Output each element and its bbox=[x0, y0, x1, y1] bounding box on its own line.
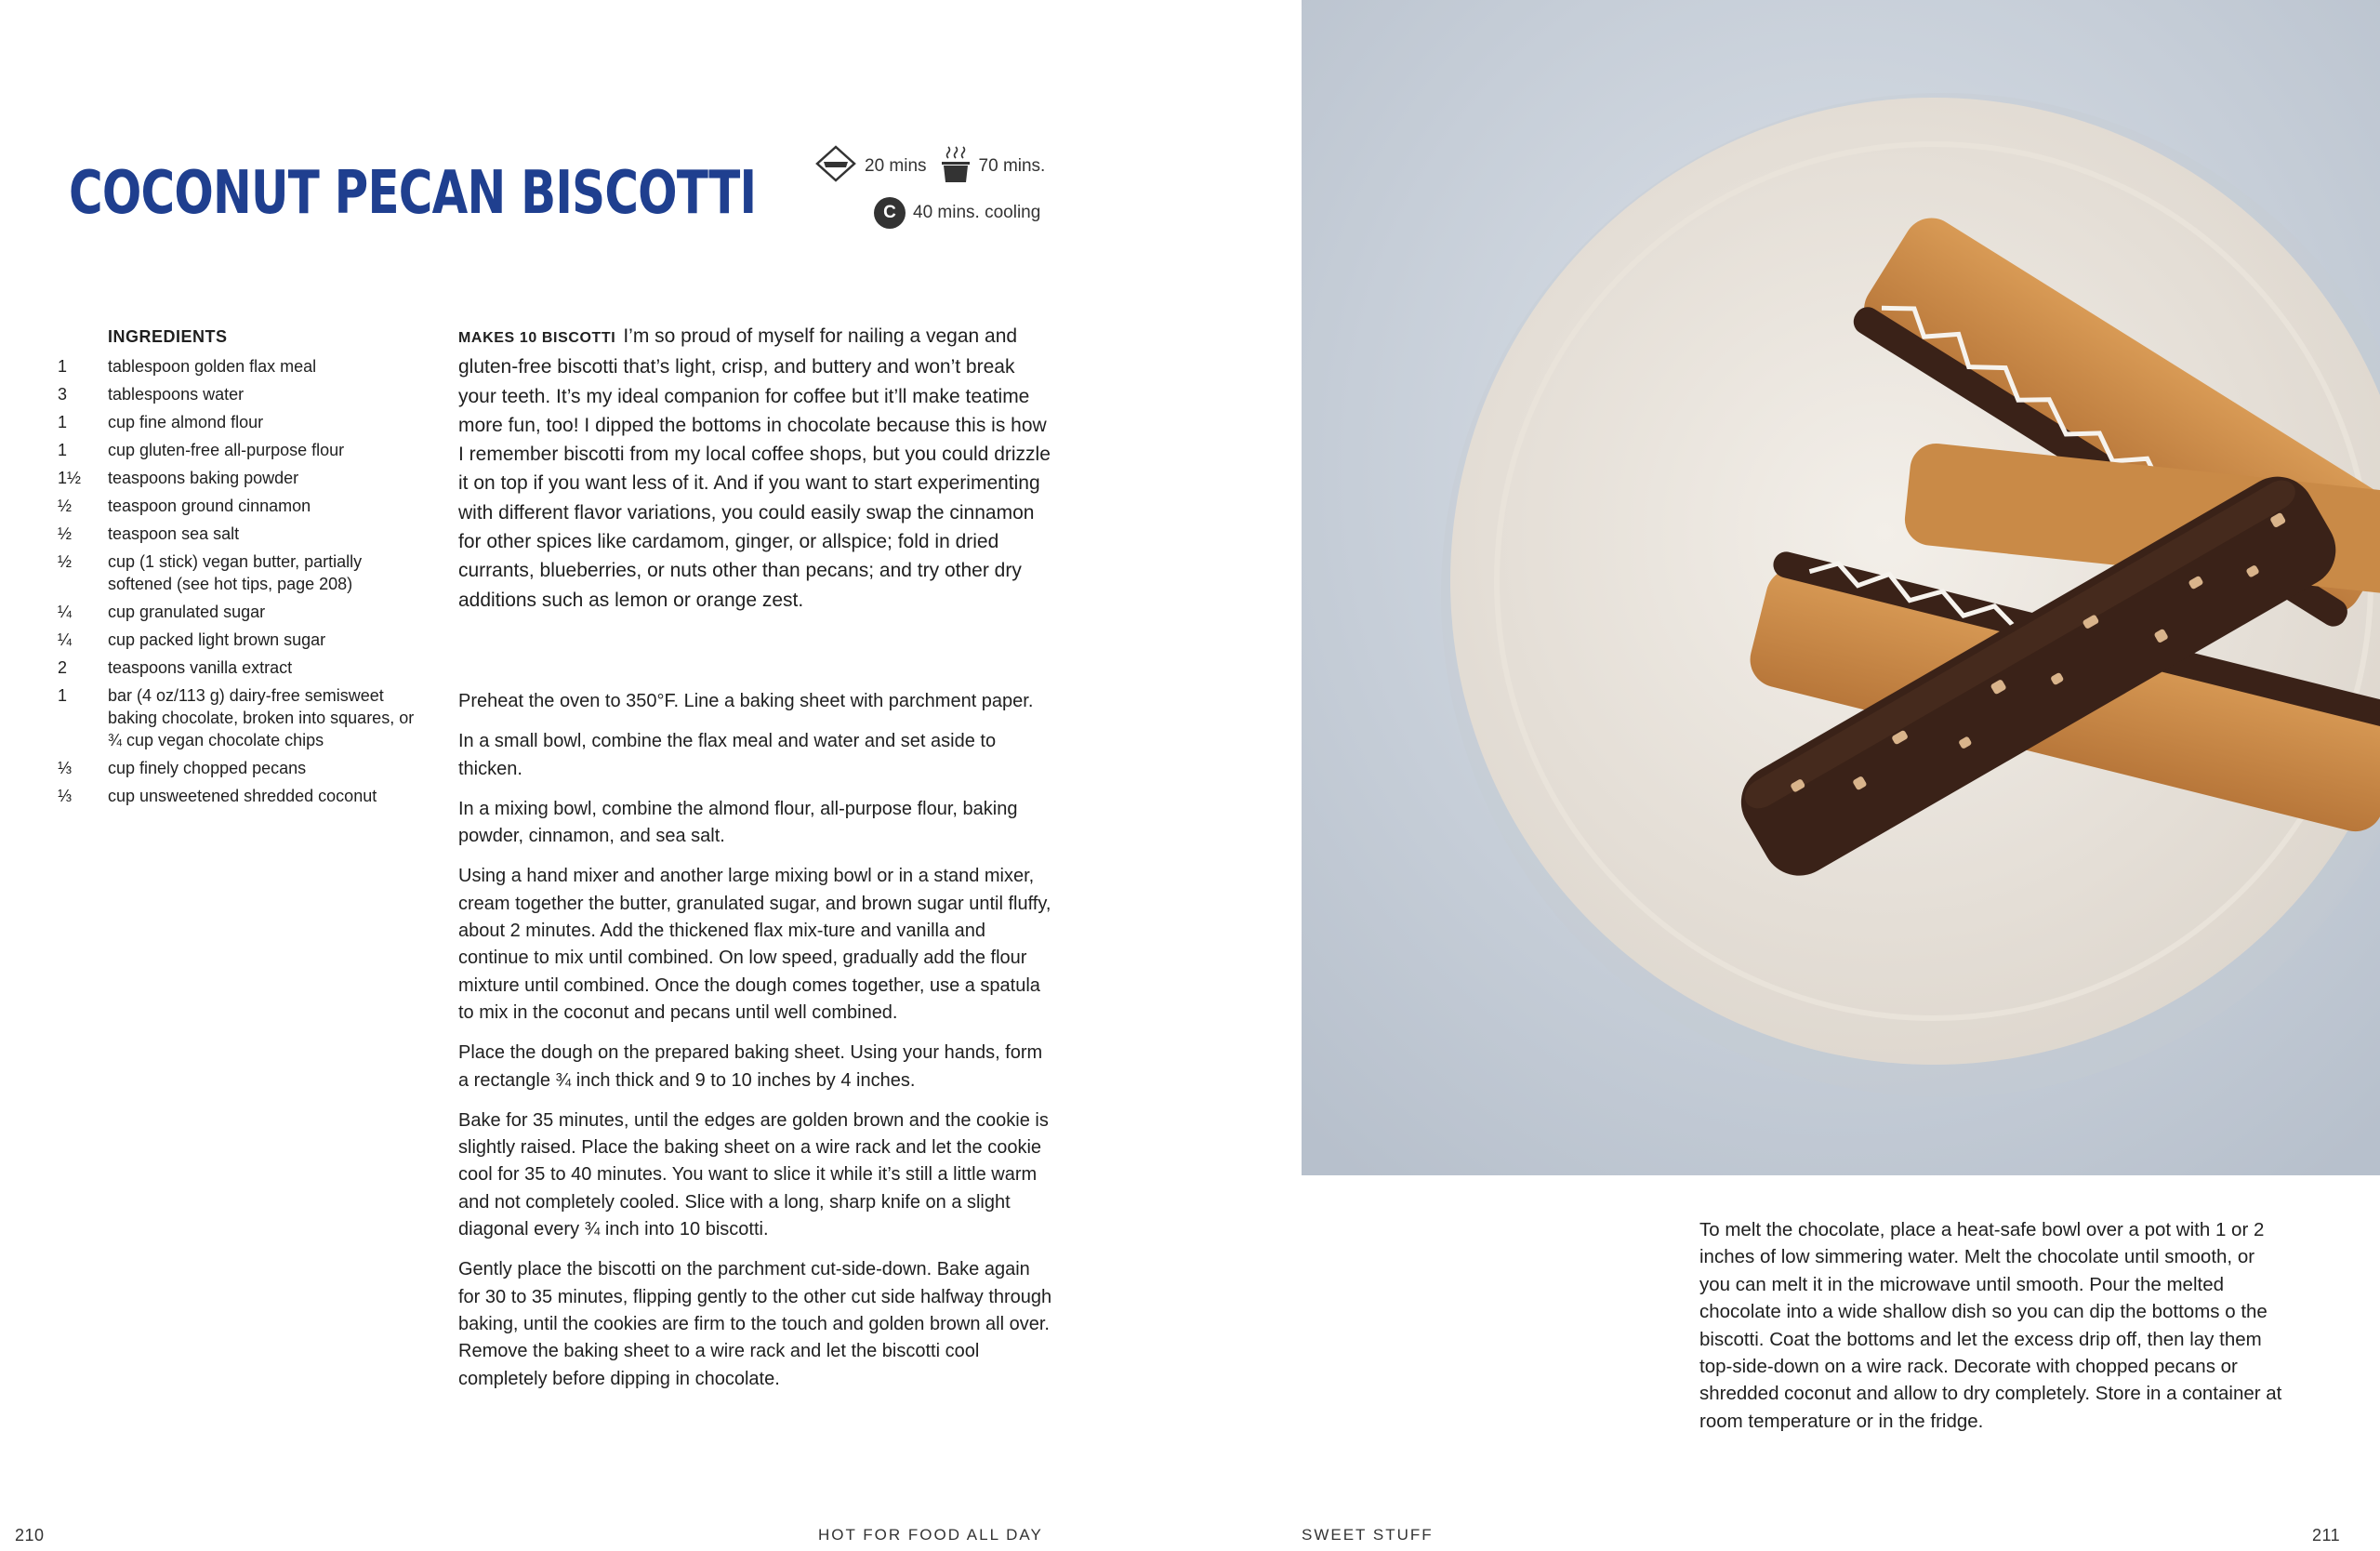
method-step: In a mixing bowl, combine the almond flour, all-purpose flour, baking powder, cinnamon, and sea salt. bbox=[458, 798, 1018, 847]
ingredient-item bbox=[58, 601, 420, 623]
ingredient-qty: ⅓ bbox=[58, 787, 73, 805]
time-info-row bbox=[814, 143, 1045, 190]
ingredient-item bbox=[58, 467, 420, 489]
ingredient-text: bar (4 oz/113 g) dairy-free semisweet baking chocolate, broken into squares, or ¾ cup vegan chocolate chips bbox=[108, 686, 415, 749]
chocolate-instructions: To melt the chocolate, place a heat-safe bowl over a pot with 1 or 2 inches of low simmering water. Melt the chocolate until smooth, or you can melt it in the microwave until smooth. Pour the melted chocolate into a wide shallow dish so you can dip the bottoms o the biscotti. Coat the bottoms and let the excess drip off, then lay them top-side-down on a wire rack. Decorate with chopped pecans or shredded coconut and allow to dry completely. Store in a container at room temperature or in the fridge. bbox=[1699, 1219, 2282, 1432]
ingredient-item bbox=[58, 684, 420, 751]
method-step: Bake for 35 minutes, until the edges are golden brown and the cookie is slightly raised. Place the baking sheet on a wire rack and let the cookie cool for 35 to 40 minutes. You want to slice it while it’s still a little warm and not completely cooled. Slice with a long, sharp knife on a slight diagonal every ¾ inch into 10 biscotti. bbox=[458, 1109, 1049, 1240]
ingredient-qty: 1½ bbox=[58, 469, 82, 487]
ingredients-list bbox=[58, 325, 420, 813]
prep-knife-board-icon bbox=[814, 143, 857, 190]
left-running-head: HOT FOR FOOD ALL DAY bbox=[818, 1526, 1043, 1544]
ingredient-qty: ¼ bbox=[58, 603, 73, 621]
recipe-title: COCONUT PECAN BISCOTTI bbox=[69, 159, 757, 228]
ingredient-qty: ½ bbox=[58, 497, 73, 515]
ingredient-item bbox=[58, 523, 420, 545]
ingredient-text: teaspoons baking powder bbox=[108, 469, 299, 487]
ingredient-item bbox=[58, 411, 420, 433]
ingredient-qty: ⅓ bbox=[58, 759, 73, 777]
biscotti-photo bbox=[1302, 0, 2380, 1175]
ingredient-text: cup (1 stick) vegan butter, partially softened (see hot tips, page 208) bbox=[108, 552, 363, 593]
prep-time: 20 mins bbox=[865, 156, 927, 176]
ingredient-item bbox=[58, 550, 420, 595]
ingredient-qty: ½ bbox=[58, 524, 73, 543]
cooling-badge-letter: C bbox=[883, 203, 896, 222]
ingredient-text: tablespoons water bbox=[108, 385, 245, 404]
ingredient-text: teaspoons vanilla extract bbox=[108, 658, 293, 677]
ingredient-text: cup fine almond flour bbox=[108, 413, 264, 431]
method-step: Preheat the oven to 350°F. Line a baking sheet with parchment paper. bbox=[458, 691, 1034, 711]
ingredient-qty: 1 bbox=[58, 413, 68, 431]
ingredient-item bbox=[58, 383, 420, 405]
pot-steam-icon bbox=[940, 143, 972, 190]
ingredient-text: cup unsweetened shredded coconut bbox=[108, 787, 377, 805]
ingredient-text: tablespoon golden flax meal bbox=[108, 357, 317, 376]
ingredient-text: cup gluten-free all-purpose flour bbox=[108, 441, 345, 459]
ingredient-item bbox=[58, 656, 420, 679]
method-steps bbox=[458, 688, 1053, 1406]
ingredient-qty: ½ bbox=[58, 552, 73, 571]
cook-time: 70 mins. bbox=[978, 156, 1046, 176]
ingredients-heading: INGREDIENTS bbox=[108, 327, 228, 346]
cooling-time: 40 mins. cooling bbox=[913, 203, 1041, 222]
right-page-number: 211 bbox=[2312, 1526, 2341, 1544]
headnote bbox=[458, 322, 1053, 615]
method-step: In a small bowl, combine the flax meal and water and set aside to thicken. bbox=[458, 731, 997, 779]
ingredient-text: teaspoon sea salt bbox=[108, 524, 240, 543]
ingredient-item bbox=[58, 495, 420, 517]
method-step: Using a hand mixer and another large mixing bowl or in a stand mixer, cream together the butter, granulated sugar, and brown sugar until fluffy, about 2 minutes. Add the thickened flax mix-ture and vanilla and continue to mix until combined. On low speed, gradually add the flour mixture until combined. Once the dough comes together, use a spatula to mix in the coconut and pecans until well combined. bbox=[458, 866, 1051, 1023]
ingredient-qty: 1 bbox=[58, 357, 68, 376]
ingredient-text: cup packed light brown sugar bbox=[108, 630, 326, 649]
ingredient-qty: 3 bbox=[58, 385, 68, 404]
ingredient-item bbox=[58, 355, 420, 378]
left-page-number: 210 bbox=[15, 1526, 45, 1544]
ingredient-qty: 2 bbox=[58, 658, 68, 677]
cooling-badge-icon bbox=[874, 197, 906, 229]
ingredient-item bbox=[58, 757, 420, 779]
right-page bbox=[1302, 0, 2380, 1551]
ingredient-qty: ¼ bbox=[58, 630, 73, 649]
ingredient-text: teaspoon ground cinnamon bbox=[108, 497, 311, 515]
right-running-head: SWEET STUFF bbox=[1302, 1526, 1434, 1544]
ingredient-qty: 1 bbox=[58, 686, 68, 705]
method-step: Gently place the biscotti on the parchment cut-side-down. Bake again for 30 to 35 minutes, flipping gently to the other cut side halfway through baking, until the cookies are firm to the touch and golden brown all over. Remove the baking sheet to a wire rack and let the biscotti cool completely before dipping in chocolate. bbox=[458, 1259, 1052, 1389]
ingredient-text: cup granulated sugar bbox=[108, 603, 266, 621]
method-step: Place the dough on the prepared baking sheet. Using your hands, form a rectangle ¾ inch thick and 9 to 10 inches by 4 inches. bbox=[458, 1042, 1043, 1091]
ingredient-item bbox=[58, 629, 420, 651]
ingredient-item bbox=[58, 785, 420, 807]
headnote-text: I’m so proud of myself for nailing a vegan and gluten-free biscotti that’s light, crisp, and buttery and won’t break your teeth. It’s my ideal companion for coffee but it’ll make teatime more fun, too! I dipped the bottoms in chocolate because this is how I remember biscotti from my local coffee shops, but you could drizzle it on top if you want less of it. And if you want to start experimenting with different flavor variations, you could easily swap the cinnamon for other spices like cardamom, ginger, or allspice; fold in dried currants, blueberries, or nuts other than pecans; and try other dry additions such as lemon or orange zest. bbox=[458, 325, 1051, 611]
cooling-time-row bbox=[874, 197, 1040, 229]
ingredient-qty: 1 bbox=[58, 441, 68, 459]
ingredient-item bbox=[58, 439, 420, 461]
ingredient-text: cup finely chopped pecans bbox=[108, 759, 307, 777]
yield-label: MAKES 10 BISCOTTI bbox=[458, 330, 616, 346]
